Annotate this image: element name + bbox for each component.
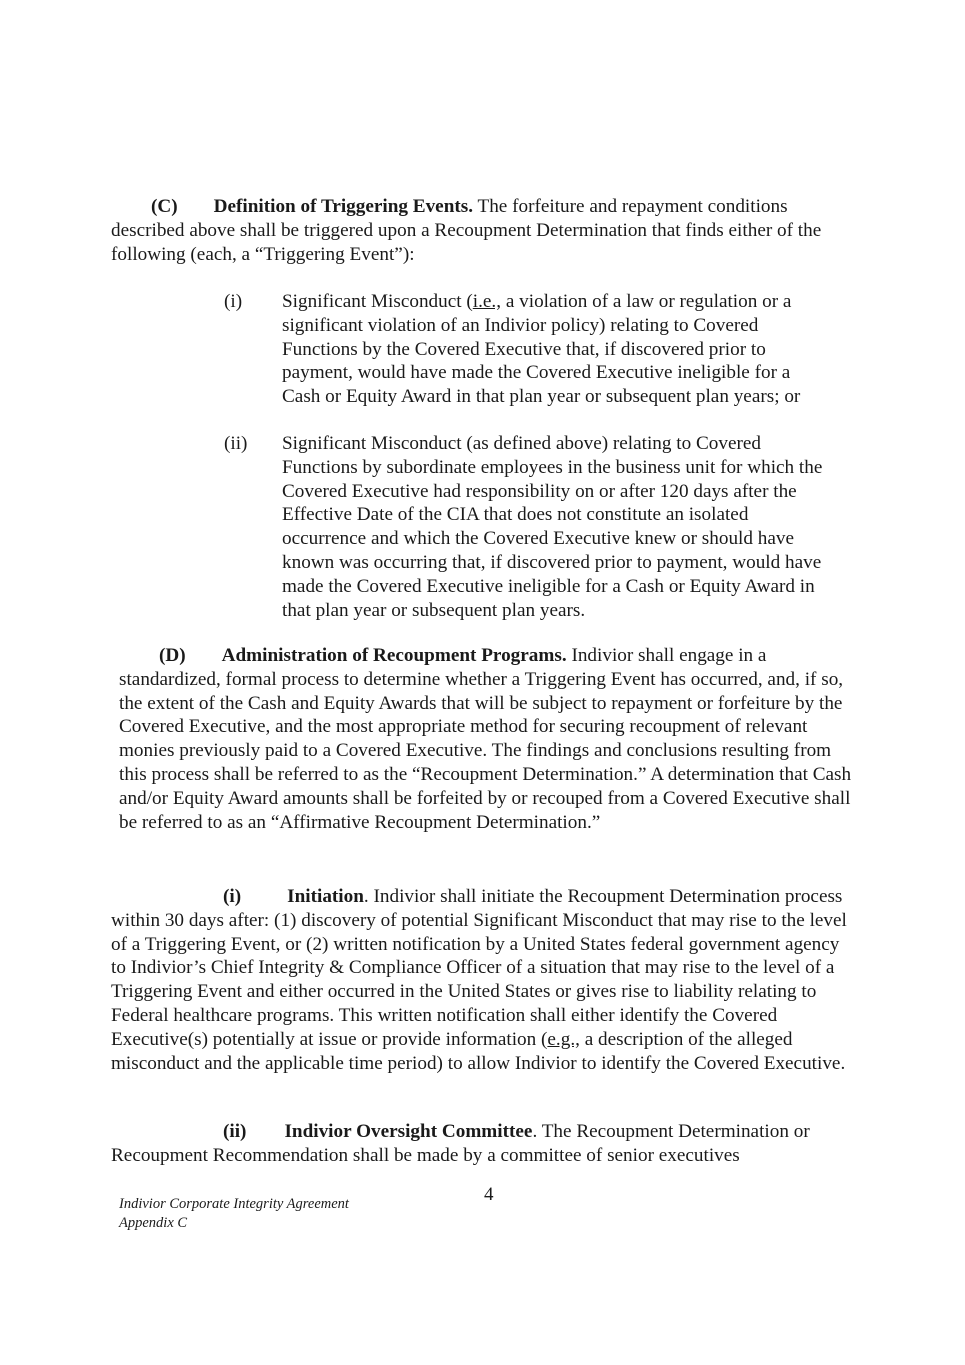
initiation-number: (i): [223, 886, 242, 907]
oversight-body: . The Recoupment Determination or Recoupment Recommendation shall be made by a committee of senior executives: [111, 1121, 810, 1166]
initiation-paragraph: (i) Initiation. Indivior shall initiate the Recoupment Determination process within 30 days after: (1) discovery of potential Significant Misconduct that may rise to the level of a Triggering Event, or (2) written notification by a United States federal government agency to Indivior’s Chief Integrity & Compliance Officer of a situation that may rise to the level of a Triggering Event and either occurred in the United States or gives rise to liability relating to Federal healthcare programs. This written notification shall either identify the Covered Executive(s) potentially at issue or provide information (e.g., a description of the alleged misconduct and the applicable time period) to allow Indivior to identify the Covered Executive.: [111, 886, 847, 1074]
list-item: [224, 432, 824, 622]
oversight-paragraph: [111, 1120, 861, 1168]
footer-label: Indivior Corporate Integrity Agreement Appendix C: [119, 1196, 349, 1231]
list-item-number: (i): [224, 291, 243, 312]
list-item: [224, 290, 824, 409]
list-item-text: Significant Misconduct (as defined above) relating to Covered Functions by subordinate employees in the business unit for which the Covered Executive had responsibility on or after 120 days after the Effective Date of the CIA that does not constitute an isolated occurrence and which the Covered Executive knew or should have known was occurring that, if discovered prior to payment, would have made the Covered Executive ineligible for a Cash or Equity Award in that plan year or subsequent plan years.: [282, 433, 823, 621]
oversight-heading: Indivior Oversight Committee: [284, 1121, 533, 1142]
section-c-label: (C): [151, 196, 178, 217]
section-d-heading: Administration of Recoupment Programs.: [221, 645, 567, 666]
list-item-number: (ii): [224, 433, 248, 454]
section-c-heading: Definition of Triggering Events.: [213, 196, 474, 217]
page-number: 4: [484, 1184, 494, 1205]
section-d-paragraph: [119, 644, 861, 834]
oversight-number: (ii): [223, 1121, 247, 1142]
list-item-text: Significant Misconduct (i.e., a violation of a law or regulation or a significant violation of an Indivior policy) relating to Covered Functions by the Covered Executive that, if discovered prior to payment, would have made the Covered Executive ineligible for a Cash or Equity Award in that plan year or subsequent plan years; or: [282, 291, 801, 408]
section-c-body: The forfeiture and repayment conditions described above shall be triggered upon a Recoupment Determination that finds either of the following (each, a “Triggering Event”):: [111, 196, 822, 265]
initiation-heading: Initiation: [287, 886, 364, 907]
section-d-label: (D): [159, 645, 186, 666]
section-d-body: Indivior shall engage in a standardized, formal process to determine whether a Triggering Event has occurred, and, if so, the extent of the Cash and Equity Awards that will be subject to repayment or forfeiture by the Covered Executive, and the most appropriate method for securing recoupment of relevant monies previously paid to a Covered Executive. The findings and conclusions resulting from this process shall be referred to as the “Recoupment Determination.” A determination that Cash and/or Equity Award amounts shall be forfeited by or recouped from a Covered Executive shall be referred to as an “Affirmative Recoupment Determination.”: [119, 645, 852, 833]
section-c-paragraph: [111, 195, 861, 266]
